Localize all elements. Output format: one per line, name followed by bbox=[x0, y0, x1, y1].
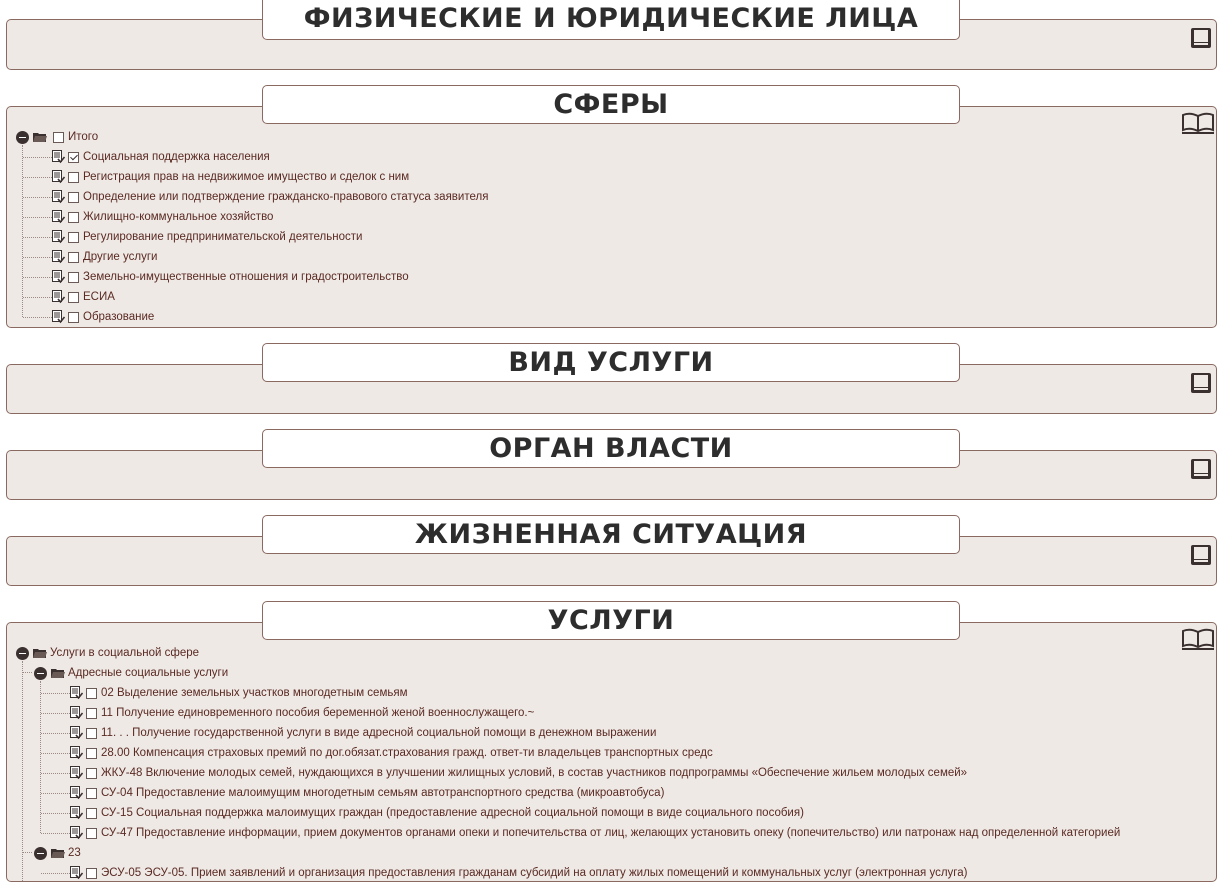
tree-item-label: СУ-15 Социальная поддержка малоимущих граждан (предоставление адресной социальной помощи в виде социального пособия) bbox=[101, 807, 804, 819]
section-persons bbox=[6, 0, 1217, 70]
collapse-icon[interactable] bbox=[16, 131, 29, 144]
document-check-icon bbox=[70, 806, 83, 820]
checkbox[interactable] bbox=[53, 132, 64, 143]
tree-item-label: Социальная поддержка населения bbox=[83, 151, 270, 163]
book-open-icon[interactable] bbox=[1181, 628, 1215, 650]
document-check-icon bbox=[52, 210, 65, 224]
tree-item[interactable] bbox=[52, 307, 154, 327]
document-check-icon bbox=[52, 230, 65, 244]
section-life-situation bbox=[6, 515, 1217, 586]
tree-group-label: 23 bbox=[68, 847, 81, 859]
tree-item[interactable] bbox=[70, 763, 967, 783]
checkbox[interactable] bbox=[86, 828, 97, 839]
checkbox[interactable] bbox=[68, 312, 79, 323]
tree-item[interactable] bbox=[52, 167, 409, 187]
checkbox[interactable] bbox=[68, 272, 79, 283]
book-icon[interactable] bbox=[1190, 372, 1212, 394]
tree-item[interactable] bbox=[52, 287, 115, 307]
folder-open-icon bbox=[51, 667, 65, 679]
book-icon[interactable] bbox=[1190, 458, 1212, 480]
document-check-icon bbox=[52, 290, 65, 304]
checkbox[interactable] bbox=[86, 748, 97, 759]
tree-item-label: Регистрация прав на недвижимое имущество и сделок с ним bbox=[83, 171, 410, 183]
document-check-icon bbox=[70, 726, 83, 740]
document-check-icon bbox=[70, 786, 83, 800]
tree-root[interactable] bbox=[16, 643, 199, 663]
tree-item-label: ЖКУ-48 Включение молодых семей, нуждающихся в улучшении жилищных условий, в состав участников подпрограммы «Обеспечение жильем молодых семей» bbox=[101, 767, 968, 779]
checkbox[interactable] bbox=[86, 788, 97, 799]
tree-item-label: 28.00 Компенсация страховых премий по дог.обязат.страхования гражд. ответ-ти владельцев транспортных средс bbox=[101, 747, 713, 759]
section-service-type bbox=[6, 343, 1217, 414]
tree-root-label: Услуги в социальной сфере bbox=[50, 647, 200, 659]
tree-item[interactable] bbox=[52, 187, 488, 207]
title-spheres[interactable]: СФЕРЫ bbox=[262, 85, 960, 124]
title-life-situation[interactable]: ЖИЗНЕННАЯ СИТУАЦИЯ bbox=[262, 515, 960, 554]
tree-item[interactable] bbox=[70, 723, 656, 743]
document-check-icon bbox=[70, 766, 83, 780]
document-check-icon bbox=[70, 686, 83, 700]
tree-item-label: Образование bbox=[83, 311, 155, 323]
document-check-icon bbox=[52, 270, 65, 284]
section-spheres bbox=[6, 85, 1217, 328]
document-check-icon bbox=[52, 190, 65, 204]
services-tree bbox=[7, 623, 1176, 881]
tree-item-label: 11 Получение единовременного пособия беременной женой военнослужащего.~ bbox=[101, 707, 535, 719]
tree-item[interactable] bbox=[70, 743, 713, 763]
checkbox[interactable] bbox=[68, 232, 79, 243]
tree-item-label: ЭСУ-05 ЭСУ-05. Прием заявлений и организация предоставления гражданам субсидий на оплату жилых помещений и коммунальных услуг (электронная услуга) bbox=[101, 867, 968, 879]
document-check-icon bbox=[70, 746, 83, 760]
tree-item[interactable] bbox=[52, 247, 157, 267]
tree-item[interactable] bbox=[70, 823, 1120, 843]
document-check-icon bbox=[52, 150, 65, 164]
tree-item[interactable] bbox=[70, 783, 664, 803]
tree-root-label: Итого bbox=[68, 131, 99, 143]
tree-item[interactable] bbox=[70, 863, 967, 881]
checkbox[interactable] bbox=[86, 688, 97, 699]
folder-open-icon bbox=[51, 847, 65, 859]
title-services[interactable]: УСЛУГИ bbox=[262, 601, 960, 640]
tree-item-label: Земельно-имущественные отношения и градостроительство bbox=[83, 271, 409, 283]
document-check-icon bbox=[52, 250, 65, 264]
document-check-icon bbox=[70, 866, 83, 880]
folder-open-icon bbox=[33, 131, 47, 143]
spheres-tree bbox=[7, 107, 1216, 327]
tree-item-label: Жилищно-коммунальное хозяйство bbox=[83, 211, 274, 223]
folder-open-icon bbox=[33, 647, 47, 659]
section-authority bbox=[6, 429, 1217, 500]
tree-item-label: 02 Выделение земельных участков многодетным семьям bbox=[101, 687, 408, 699]
collapse-icon[interactable] bbox=[16, 647, 29, 660]
title-authority[interactable]: ОРГАН ВЛАСТИ bbox=[262, 429, 960, 468]
checkbox[interactable] bbox=[68, 212, 79, 223]
checkbox[interactable] bbox=[86, 808, 97, 819]
tree-item[interactable] bbox=[52, 267, 409, 287]
tree-item-label: Определение или подтверждение гражданско-правового статуса заявителя bbox=[83, 191, 489, 203]
section-services bbox=[6, 601, 1217, 879]
tree-item[interactable] bbox=[52, 227, 362, 247]
checkbox[interactable] bbox=[86, 728, 97, 739]
tree-item[interactable] bbox=[70, 803, 804, 823]
checkbox[interactable] bbox=[86, 768, 97, 779]
tree-item-label: Регулирование предпринимательской деятельности bbox=[83, 231, 363, 243]
panel-spheres bbox=[6, 106, 1217, 328]
tree-root[interactable] bbox=[16, 127, 98, 147]
tree-item[interactable] bbox=[70, 683, 407, 703]
document-check-icon bbox=[70, 706, 83, 720]
tree-item-label: СУ-04 Предоставление малоимущим многодетным семьям автотранспортного средства (микроавтобуса) bbox=[101, 787, 665, 799]
checkbox[interactable] bbox=[68, 252, 79, 263]
tree-item-label: ЕСИА bbox=[83, 291, 115, 303]
document-check-icon bbox=[52, 170, 65, 184]
title-service-type[interactable]: ВИД УСЛУГИ bbox=[262, 343, 960, 382]
checkbox[interactable] bbox=[68, 292, 79, 303]
tree-item[interactable] bbox=[52, 207, 273, 227]
collapse-icon[interactable] bbox=[34, 667, 47, 680]
checkbox[interactable] bbox=[86, 868, 97, 879]
tree-item-label: СУ-47 Предоставление информации, прием документов органами опеки и попечительства от лиц, желающих установить опеку (попечительство) или патронаж над определенной категорией bbox=[101, 827, 1121, 839]
title-persons[interactable]: ФИЗИЧЕСКИЕ И ЮРИДИЧЕСКИЕ ЛИЦА bbox=[262, 0, 960, 40]
checkbox[interactable] bbox=[68, 172, 79, 183]
tree-item[interactable] bbox=[52, 147, 270, 167]
tree-item-label: Другие услуги bbox=[83, 251, 158, 263]
collapse-icon[interactable] bbox=[34, 847, 47, 860]
tree-item-label: 11. . . Получение государственной услуги в виде адресной социальной помощи в денежном выражении bbox=[101, 727, 657, 739]
document-check-icon bbox=[70, 826, 83, 840]
checkbox[interactable] bbox=[68, 152, 79, 163]
tree-group[interactable] bbox=[34, 663, 228, 683]
book-icon[interactable] bbox=[1190, 544, 1212, 566]
tree-group[interactable] bbox=[34, 843, 81, 863]
book-icon[interactable] bbox=[1190, 27, 1212, 49]
checkbox[interactable] bbox=[68, 192, 79, 203]
document-check-icon bbox=[52, 310, 65, 324]
panel-services bbox=[6, 622, 1217, 882]
tree-item[interactable] bbox=[70, 703, 534, 723]
checkbox[interactable] bbox=[86, 708, 97, 719]
tree-group-label: Адресные социальные услуги bbox=[68, 667, 229, 679]
